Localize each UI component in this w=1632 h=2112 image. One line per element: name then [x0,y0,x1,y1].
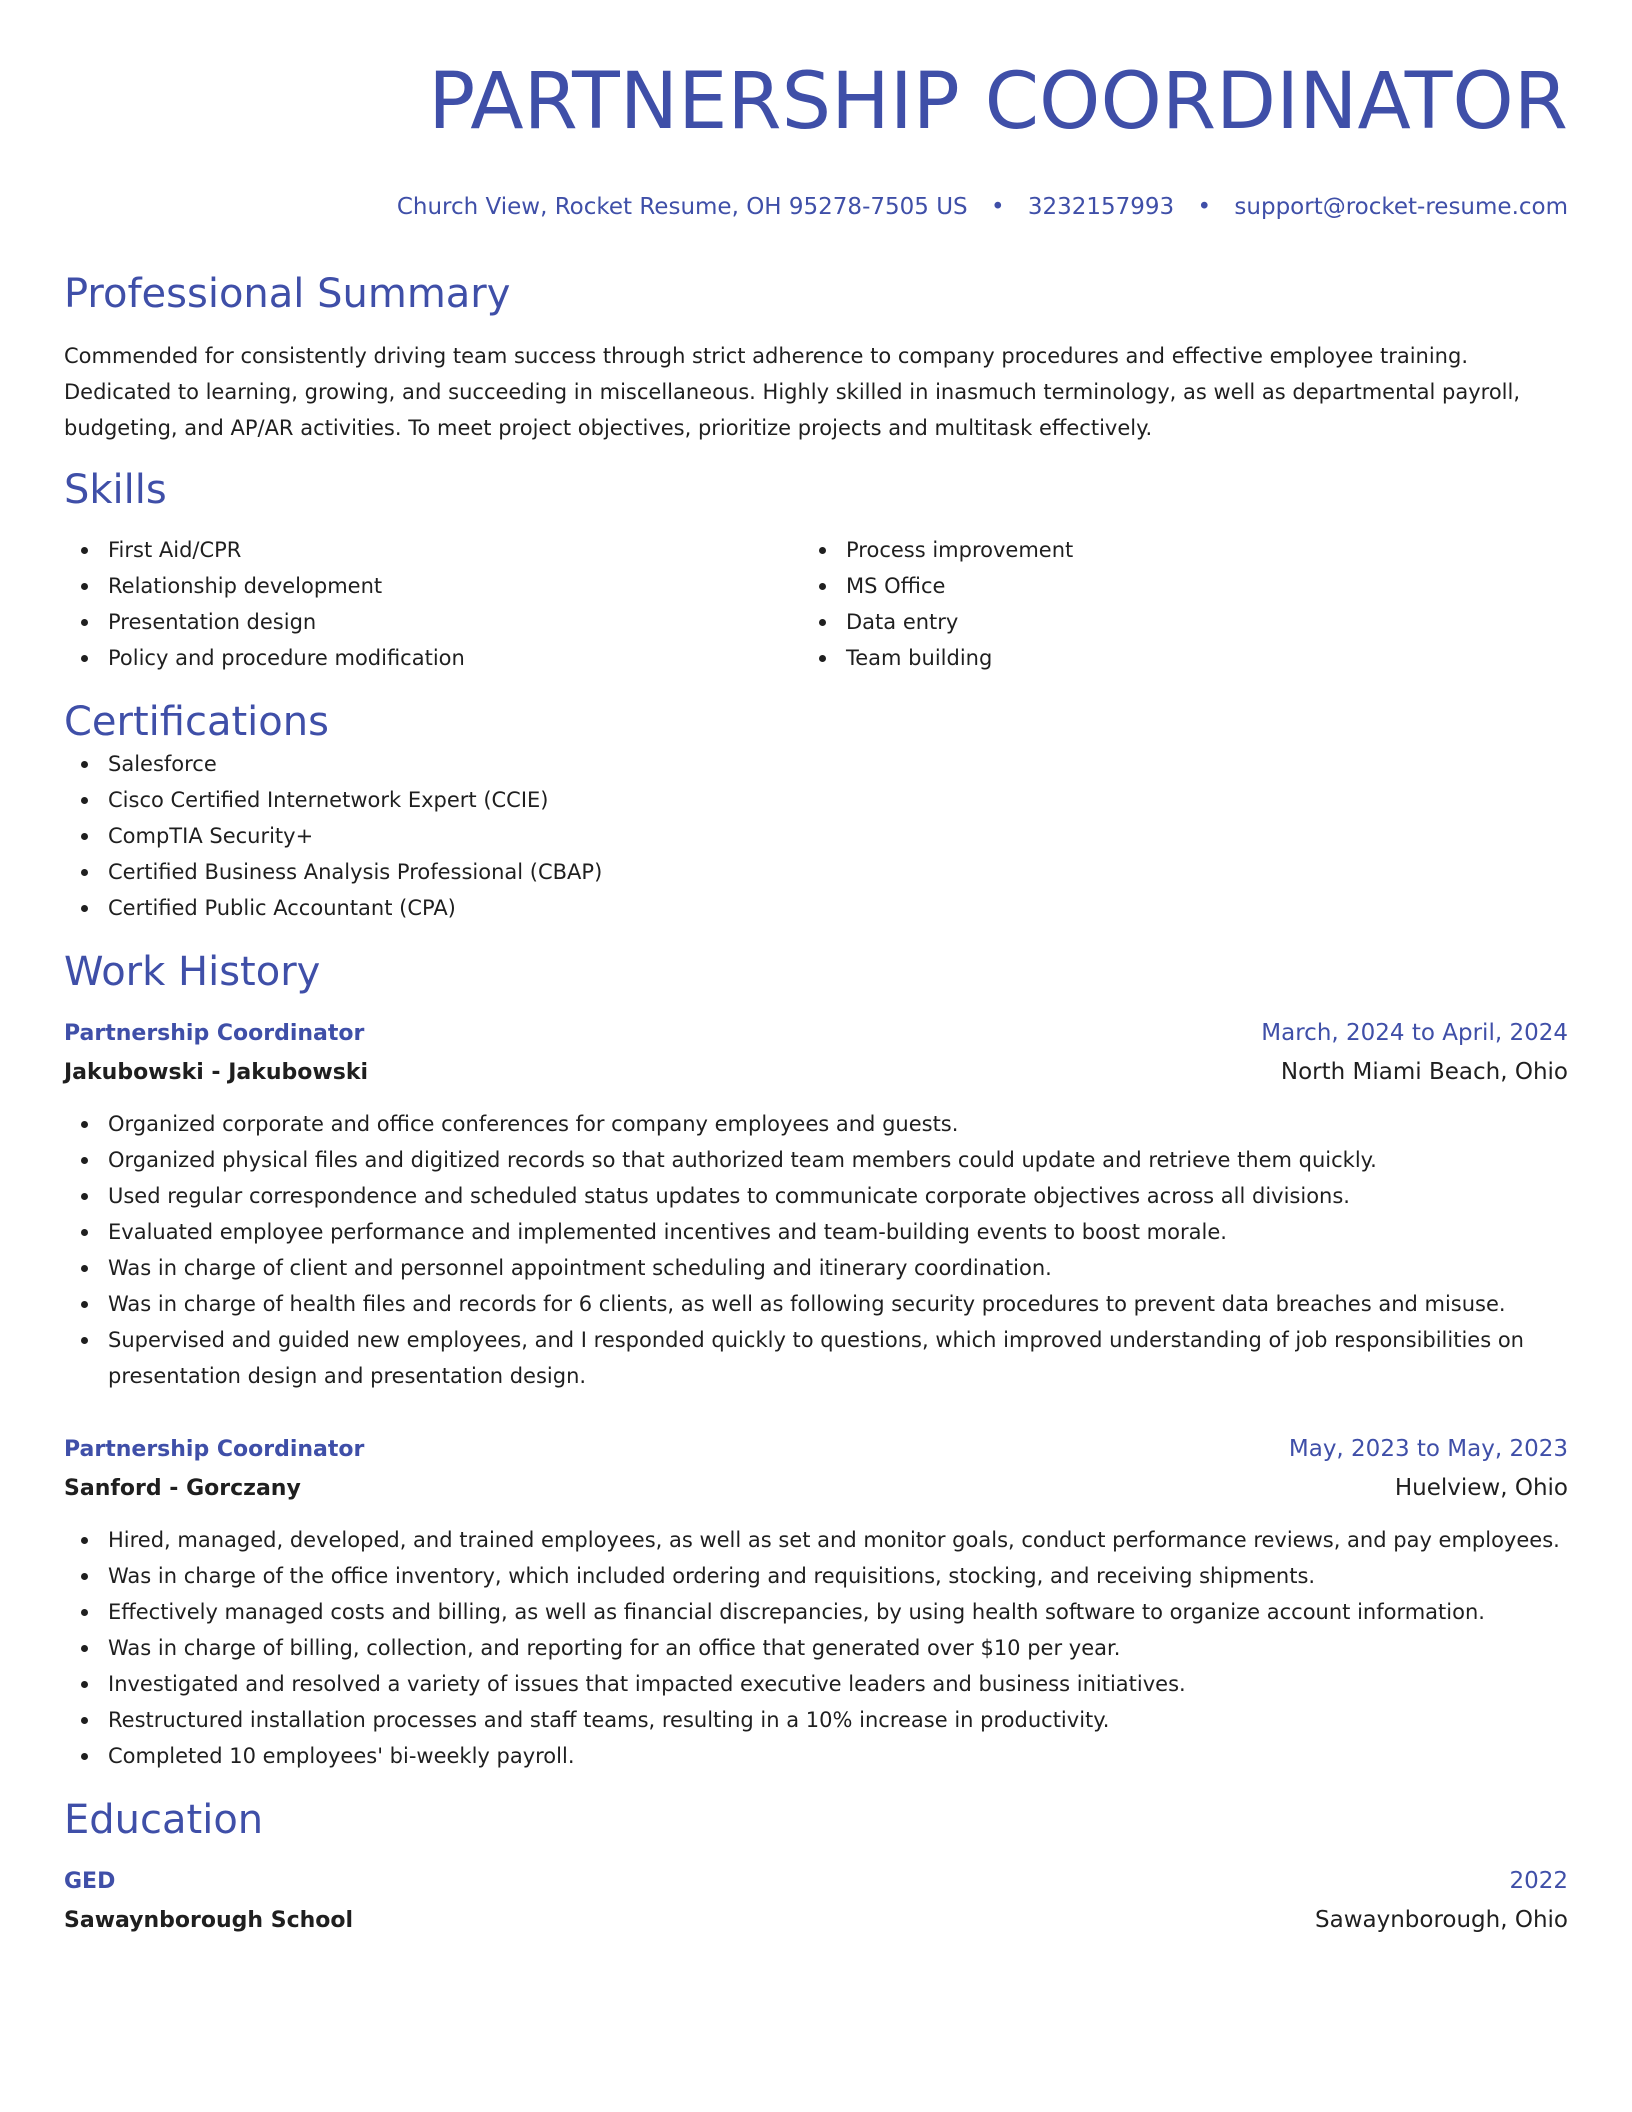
skills-grid [64,532,1568,676]
job-employer: Sanford - Gorczany [64,1476,301,1501]
skill-item: Policy and procedure modification [108,640,802,676]
job-bullet: Was in charge of billing, collection, and reporting for an office that generated over $10 per year. [108,1630,1568,1666]
candidate-name: PARTNERSHIP COORDINATOR [428,57,1568,147]
skill-item: Data entry [846,604,1540,640]
skills-column-left [64,532,802,676]
education-header-row [64,1862,1568,1901]
job-bullet: Investigated and resolved a variety of issues that impacted executive leaders and business initiatives. [108,1666,1568,1702]
contact-separator: • [990,194,1005,220]
job-header-row [64,1430,1568,1469]
job-title: Partnership Coordinator [64,1021,365,1046]
job-bullets [64,1106,1568,1394]
job-bullet: Was in charge of client and personnel appointment scheduling and itinerary coordination. [108,1250,1568,1286]
job-bullet: Hired, managed, developed, and trained employees, as well as set and monitor goals, conduct performance reviews, and pay employees. [108,1522,1568,1558]
job-bullets [64,1522,1568,1774]
certification-item: Salesforce [108,746,1568,782]
job-bullet: Organized physical files and digitized records so that authorized team members could update and retrieve them quickly. [108,1142,1568,1178]
certification-item: Cisco Certified Internetwork Expert (CCIE) [108,782,1568,818]
job-bullet: Restructured installation processes and staff teams, resulting in a 10% increase in productivity. [108,1702,1568,1738]
certification-item: Certified Business Analysis Professional (CBAP) [108,854,1568,890]
job-bullet: Completed 10 employees' bi-weekly payroll. [108,1738,1568,1774]
job-employer: Jakubowski - Jakubowski [64,1060,369,1085]
job-bullet: Effectively managed costs and billing, as well as financial discrepancies, by using health software to organize account information. [108,1594,1568,1630]
summary-text: Commended for consistently driving team success through strict adherence to company procedures and effective employee training. Dedicated to learning, growing, and succeeding in miscellaneous. Highly skilled in inasmuch terminology, as well as departmental payroll, budgeting, and AP/AR activities. To meet project objectives, prioritize projects and multitask effectively. [64,344,1521,440]
job-bullet: Supervised and guided new employees, and I responded quickly to questions, which improved understanding of job responsibilities on presentation design and presentation design. [108,1322,1568,1394]
work-history-heading: Work History [64,949,321,995]
skills-column-right [802,532,1540,676]
job-dates: March, 2024 to April, 2024 [1261,1020,1568,1046]
skill-item: Relationship development [108,568,802,604]
job-title: Partnership Coordinator [64,1437,365,1462]
certifications-list [64,746,1568,926]
skill-item: Team building [846,640,1540,676]
job-bullet: Was in charge of health files and records for 6 clients, as well as following security procedures to prevent data breaches and misuse. [108,1286,1568,1322]
job-entry [64,1014,1568,1394]
job-employer-row [64,1053,1568,1092]
job-bullet: Evaluated employee performance and implemented incentives and team-building events to boost morale. [108,1214,1568,1250]
education-location: Sawaynborough, Ohio [1315,1907,1568,1933]
job-bullet: Organized corporate and office conferences for company employees and guests. [108,1106,1568,1142]
certification-item: CompTIA Security+ [108,818,1568,854]
summary-heading: Professional Summary [64,271,511,317]
education-school: Sawaynborough School [64,1908,354,1933]
job-bullet: Was in charge of the office inventory, which included ordering and requisitions, stocking, and receiving shipments. [108,1558,1568,1594]
contact-separator: • [1197,194,1212,220]
skill-item: First Aid/CPR [108,532,802,568]
job-dates: May, 2023 to May, 2023 [1288,1436,1568,1462]
skill-item: MS Office [846,568,1540,604]
resume-header [64,0,1568,222]
contact-phone: 3232157993 [1027,194,1175,220]
job-employer-row [64,1469,1568,1508]
contact-address: Church View, Rocket Resume, OH 95278-7505 US [396,194,968,220]
job-location: North Miami Beach, Ohio [1280,1059,1568,1085]
education-heading: Education [64,1797,264,1843]
contact-email[interactable]: support@rocket-resume.com [1234,194,1568,220]
contact-line [64,192,1568,222]
skill-item: Presentation design [108,604,802,640]
education-year: 2022 [1509,1868,1568,1894]
education-degree: GED [64,1869,116,1894]
certifications-heading: Certifications [64,699,329,745]
skill-item: Process improvement [846,532,1540,568]
job-header-row [64,1014,1568,1053]
job-bullet: Used regular correspondence and scheduled status updates to communicate corporate objectives across all divisions. [108,1178,1568,1214]
education-entry [64,1862,1568,1940]
education-school-row [64,1901,1568,1940]
skills-heading: Skills [64,467,167,513]
job-location: Huelview, Ohio [1394,1475,1568,1501]
job-entry [64,1430,1568,1774]
certification-item: Certified Public Accountant (CPA) [108,890,1568,926]
